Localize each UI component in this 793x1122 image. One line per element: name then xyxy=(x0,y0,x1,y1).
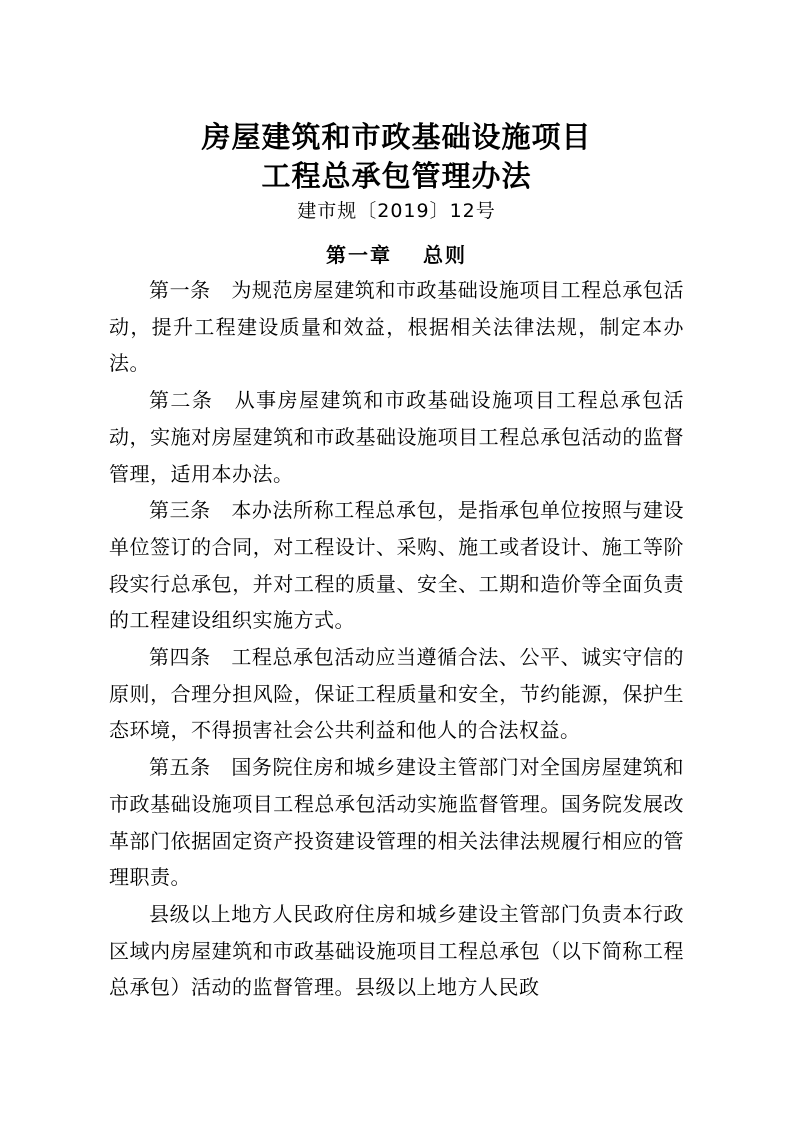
article-4-paragraph: 第四条 工程总承包活动应当遵循合法、公平、诚实守信的原则，合理分担风险，保证工程质量和安全，节约能源，保护生态环境，不得损害社会公共利益和他人的合法权益。 xyxy=(109,645,684,743)
article-3-paragraph: 第三条 本办法所称工程总承包，是指承包单位按照与建设单位签订的合同，对工程设计、采购、施工或者设计、施工等阶段实行总承包，并对工程的质量、安全、工期和造价等全面负责的工程建设组织实施方式。 xyxy=(109,498,684,633)
chapter-heading: 第一章 总则 xyxy=(326,243,467,267)
article-1-paragraph: 第一条 为规范房屋建筑和市政基础设施项目工程总承包活动，提升工程建设质量和效益，根据相关法律法规，制定本办法。 xyxy=(109,278,684,376)
document-number: 建市规〔2019〕12号 xyxy=(297,200,496,222)
article-2-paragraph: 第二条 从事房屋建筑和市政基础设施项目工程总承包活动，实施对房屋建筑和市政基础设施项目工程总承包活动的监督管理，适用本办法。 xyxy=(109,388,684,486)
document-title-line-1: 房屋建筑和市政基础设施项目 xyxy=(201,120,592,154)
document-body xyxy=(109,272,684,1006)
article-5-paragraph: 第五条 国务院住房和城乡建设主管部门对全国房屋建筑和市政基础设施项目工程总承包活动实施监督管理。国务院发展改革部门依据固定资产投资建设管理的相关法律法规履行相应的管理职责。 xyxy=(109,755,684,890)
document-title-line-2: 工程总承包管理办法 xyxy=(261,159,532,193)
article-5-continuation-paragraph: 县级以上地方人民政府住房和城乡建设主管部门负责本行政区域内房屋建筑和市政基础设施项目工程总承包（以下简称工程总承包）活动的监督管理。县级以上地方人民政 xyxy=(109,901,684,1000)
